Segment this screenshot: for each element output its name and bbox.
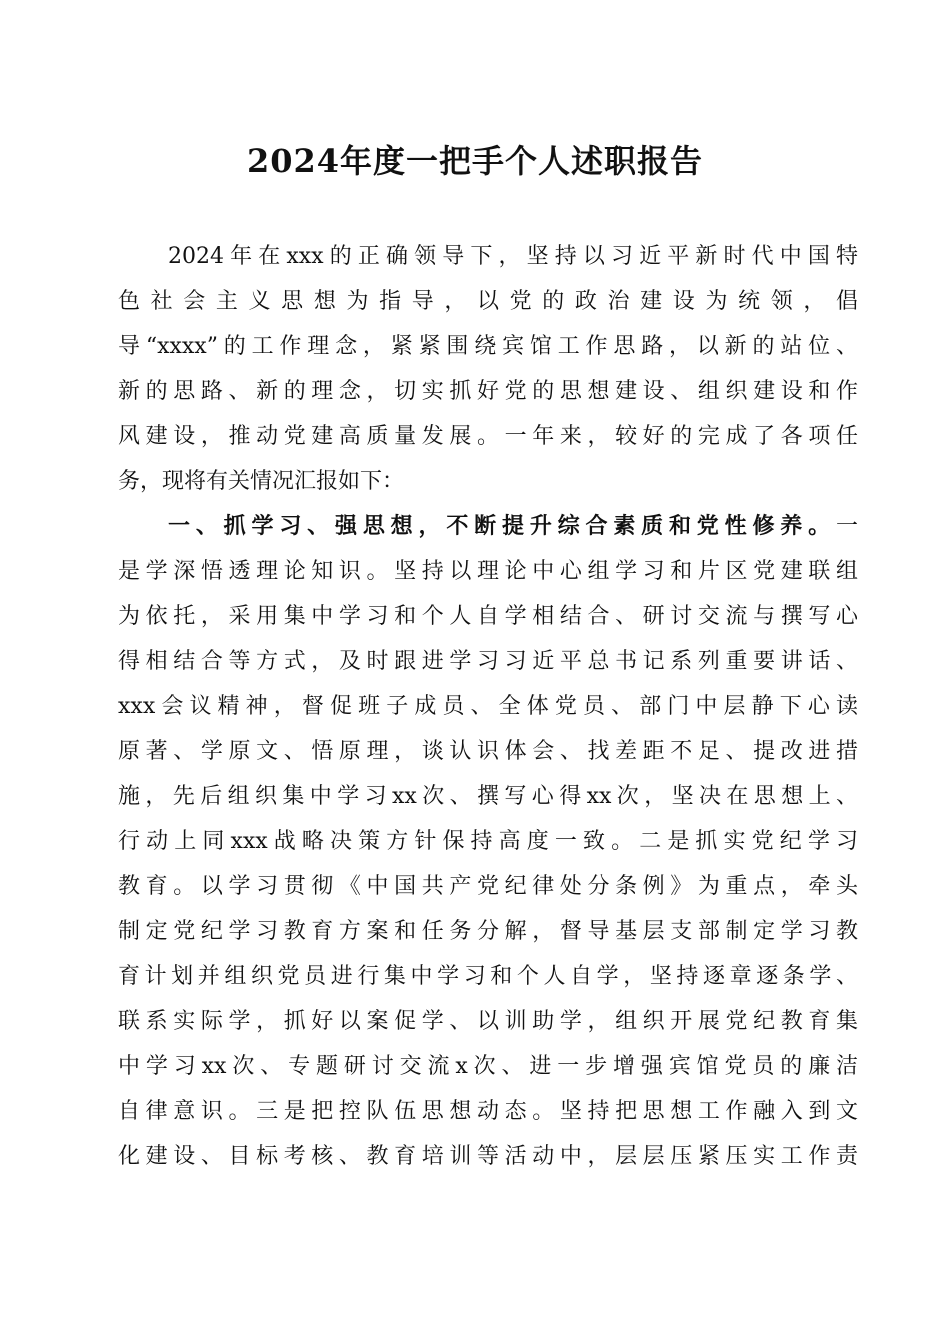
paragraph-line: 务，现将有关情况汇报如下： — [118, 469, 405, 494]
paragraph-line: 教育。以学习贯彻《中国共产党纪律处分条例》为重点，牵头 — [118, 874, 858, 899]
document-title: 2024年度一把手个人述职报告 — [246, 142, 704, 180]
paragraph-line: 化建设、目标考核、教育培训等活动中，层层压紧压实工作责 — [118, 1144, 858, 1169]
section-heading-line — [118, 504, 858, 549]
paragraph-line: 导“xxxx”的工作理念，紧紧围绕宾馆工作思路，以新的站位、 — [118, 334, 858, 359]
paragraph-line: 风建设，推动党建高质量发展。一年来，较好的完成了各项任 — [118, 424, 858, 449]
paragraph-line: xxx会议精神，督促班子成员、全体党员、部门中层静下心读 — [118, 694, 858, 719]
paragraph-line: 自律意识。三是把控队伍思想动态。坚持把思想工作融入到文 — [118, 1099, 858, 1124]
paragraph-line: 联系实际学，抓好以案促学、以训助学，组织开展党纪教育集 — [118, 1009, 858, 1034]
paragraph-line: 色社会主义思想为指导，以党的政治建设为统领，倡 — [118, 289, 858, 314]
section-heading-continuation: 一 — [835, 514, 858, 539]
paragraph-line: 施，先后组织集中学习xx次、撰写心得xx次，坚决在思想上、 — [118, 784, 858, 809]
paragraph-line: 行动上同xxx战略决策方针保持高度一致。二是抓实党纪学习 — [118, 829, 858, 854]
paragraph-line: 中学习xx次、专题研讨交流x次、进一步增强宾馆党员的廉洁 — [118, 1054, 858, 1079]
section-heading: 一、抓学习、强思想，不断提升综合素质和党性修养。 — [168, 513, 836, 539]
paragraph-line: 新的思路、新的理念，切实抓好党的思想建设、组织建设和作 — [118, 379, 858, 404]
paragraph-line: 育计划并组织党员进行集中学习和个人自学，坚持逐章逐条学、 — [118, 964, 858, 989]
paragraph-line: 为依托，采用集中学习和个人自学相结合、研讨交流与撰写心 — [118, 604, 858, 629]
paragraph-line: 2024年在xxx的正确领导下，坚持以习近平新时代中国特 — [168, 244, 858, 269]
paragraph-line: 是学深悟透理论知识。坚持以理论中心组学习和片区党建联组 — [118, 559, 858, 584]
paragraph-line: 得相结合等方式，及时跟进学习习近平总书记系列重要讲话、 — [118, 649, 858, 674]
document-body — [118, 234, 858, 1179]
paragraph-line: 制定党纪学习教育方案和任务分解，督导基层支部制定学习教 — [118, 919, 858, 944]
paragraph-line: 原著、学原文、悟原理，谈认识体会、找差距不足、提改进措 — [118, 739, 858, 764]
